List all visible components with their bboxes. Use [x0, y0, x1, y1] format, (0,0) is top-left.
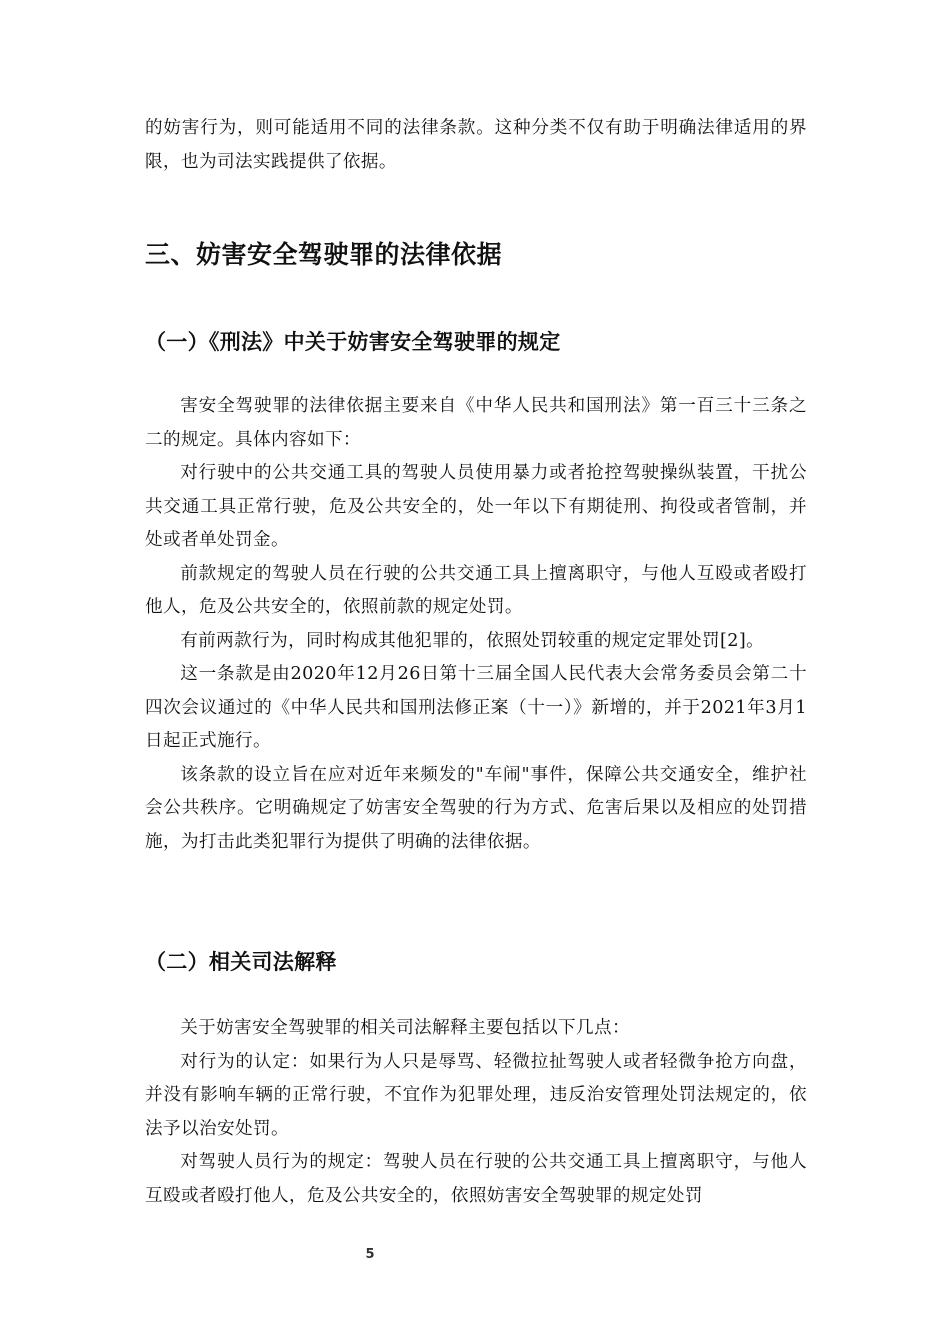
section-title: 三、妨害安全驾驶罪的法律依据	[145, 240, 503, 269]
page-number: 5	[365, 1247, 375, 1262]
paragraph: 前款规定的驾驶人员在行驶的公共交通工具上擅离职守，与他人互殴或者殴打他人，危及公共安全的，依照前款的规定处罚。	[145, 563, 807, 617]
subsection-1-title: （一）《刑法》中关于妨害安全驾驶罪的规定	[145, 330, 561, 354]
paragraph: 该条款的设立旨在应对近年来频发的"车闹"事件，保障公共交通安全，维护社会公共秩序。它明确规定了妨害安全驾驶的行为方式、危害后果以及相应的处罚措施，为打击此类犯罪行为提供了明确的法律依据。	[145, 764, 807, 852]
paragraph: 关于妨害安全驾驶罪的相关司法解释主要包括以下几点：	[180, 1018, 631, 1038]
subsection-2-title: （二）相关司法解释	[145, 950, 337, 974]
paragraph: 这一条款是由2020年12月26日第十三届全国人民代表大会常务委员会第二十四次会议通过的《中华人民共和国刑法修正案（十一）》新增的，并于2021年3月1日起正式施行。	[145, 664, 807, 751]
paragraph: 对驾驶人员行为的规定：驾驶人员在行驶的公共交通工具上擅离职守，与他人互殴或者殴打他人，危及公共安全的，依照妨害安全驾驶罪的规定处罚	[145, 1152, 807, 1206]
intro-paragraph: 的妨害行为，则可能适用不同的法律条款。这种分类不仅有助于明确法律适用的界限，也为司法实践提供了依据。	[145, 118, 807, 172]
paragraph: 有前两款行为，同时构成其他犯罪的，依照处罚较重的规定定罪处罚[2]。	[180, 630, 765, 651]
paragraph: 对行为的认定：如果行为人只是辱骂、轻微拉扯驾驶人或者轻微争抢方向盘，并没有影响车辆的正常行驶，不宜作为犯罪处理，违反治安管理处罚法规定的，依法予以治安处罚。	[145, 1051, 807, 1139]
paragraph: 对行驶中的公共交通工具的驾驶人员使用暴力或者抢控驾驶操纵装置，干扰公共交通工具正常行驶，危及公共安全的，处一年以下有期徒刑、拘役或者管制，并处或者单处罚金。	[145, 463, 807, 550]
paragraph: 害安全驾驶罪的法律依据主要来自《中华人民共和国刑法》第一百三十三条之二的规定。具体内容如下：	[145, 396, 807, 450]
intro-block	[145, 112, 807, 179]
subsection-2-body	[145, 1012, 807, 1213]
subsection-1-body	[145, 390, 807, 859]
